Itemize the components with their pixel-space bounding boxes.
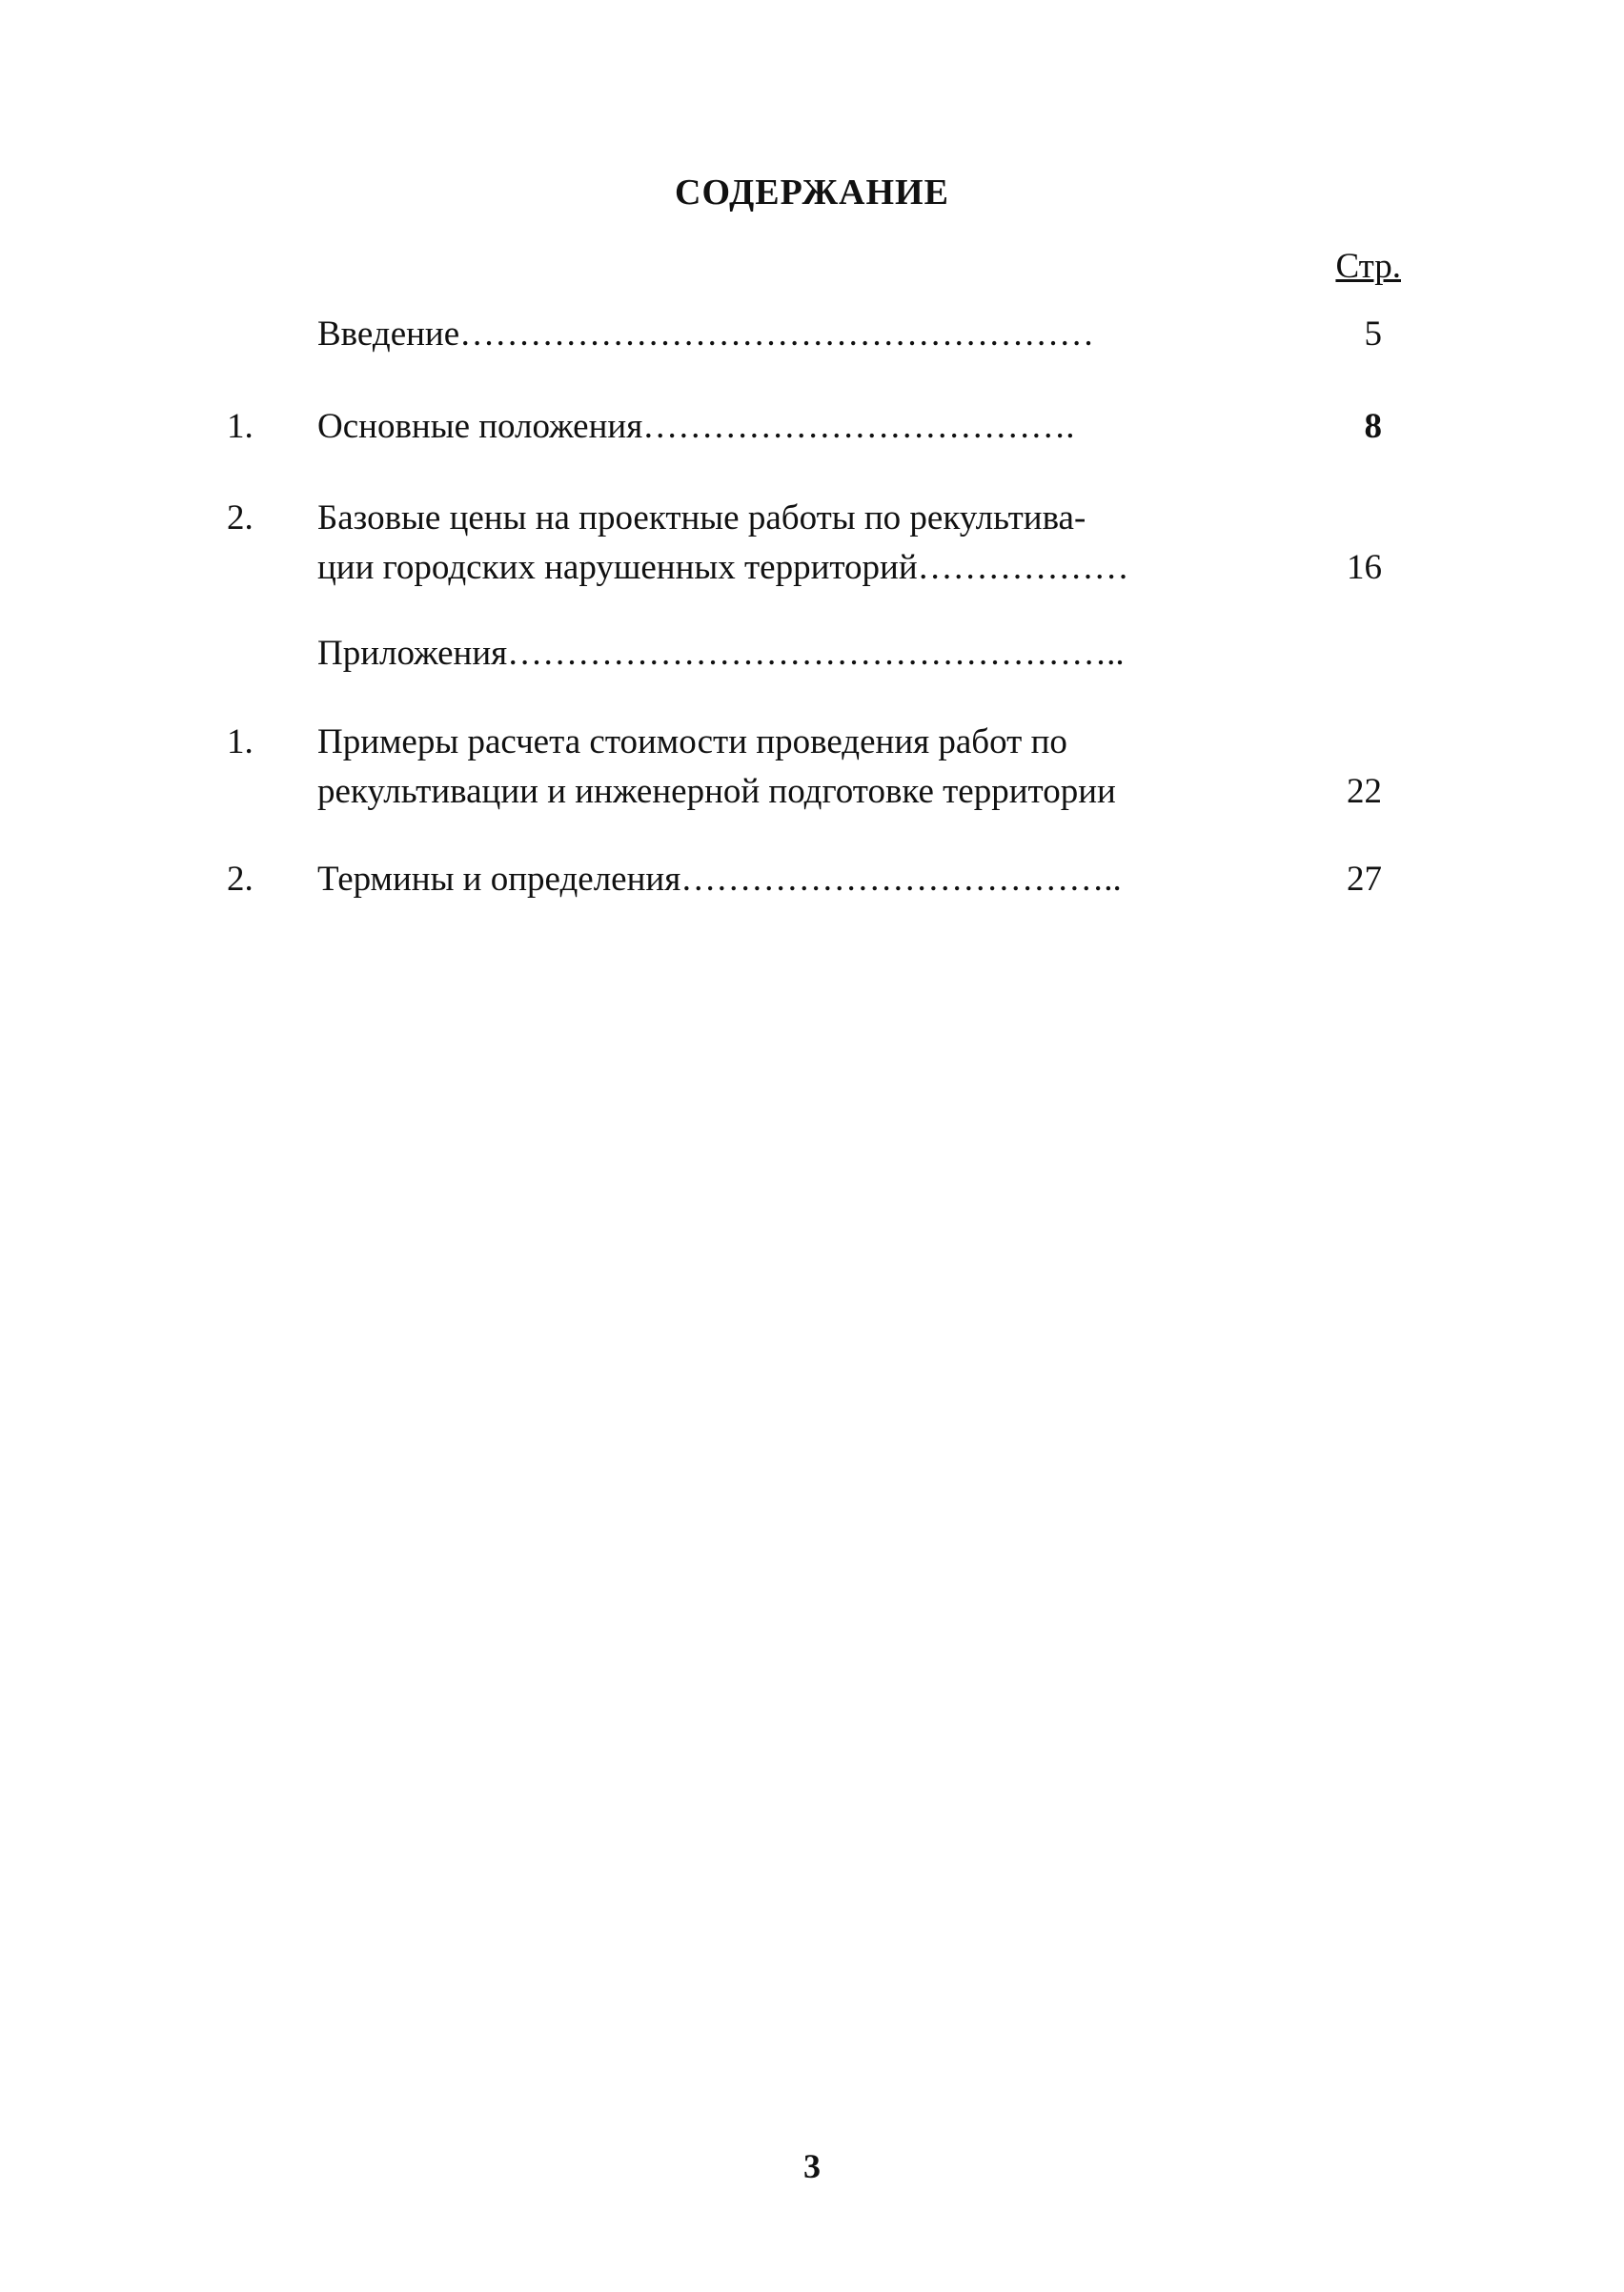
toc-entry-title: Приложения……………………………………………..: [317, 634, 1125, 673]
toc-entry-title: Примеры расчета стоимости проведения работ по рекультивации и инженерной подготовке территории: [317, 722, 1116, 811]
toc-entry-page: 5: [1364, 314, 1382, 354]
toc-entry-title: Базовые цены на проектные работы по рекультива- ции городских нарушенных территорий………………: [317, 498, 1129, 587]
toc-entry-number: 1.: [227, 722, 254, 761]
toc-entry-number: 1.: [227, 407, 254, 446]
toc-entry-page: 27: [1347, 860, 1382, 899]
toc-entry-page: 8: [1364, 407, 1382, 446]
toc-entry-page: 16: [1347, 548, 1382, 587]
toc-entry-number: 2.: [227, 860, 254, 899]
page-column-header: Стр.: [1335, 247, 1401, 286]
toc-entry-title: Термины и определения………………………………..: [317, 860, 1122, 899]
toc-entry-title: Основные положения……………………………….: [317, 407, 1075, 446]
page-title: СОДЕРЖАНИЕ: [675, 172, 949, 213]
toc-entry-page: 22: [1347, 772, 1382, 811]
toc-entry-title: Введение………………………………………………: [317, 314, 1095, 354]
toc-entry-number: 2.: [227, 498, 254, 538]
page-number: 3: [803, 2147, 821, 2185]
